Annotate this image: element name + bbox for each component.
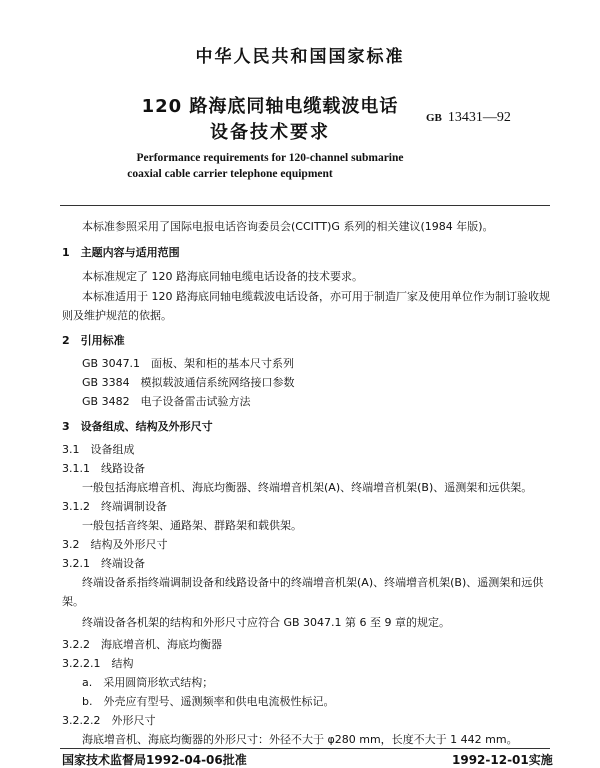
section-1-heading: 1 主题内容与适用范围 — [62, 246, 180, 259]
approval-line: 国家技术监督局1992-04-06批准 — [62, 753, 247, 767]
english-title-line2: coaxial cable carrier telephone equipment — [127, 168, 333, 180]
country-standard-header: 中华人民共和国国家标准 — [195, 47, 405, 67]
gb-number: 13431—92 — [447, 110, 511, 125]
english-title-line1: Performance requirements for 120-channel submarine — [136, 152, 404, 164]
subsection-3-1-1-text: 一般包括海底增音机、海底均衡器、终端增音机架(A)、终端增音机架(B)、遥测架和远供架。 — [82, 481, 533, 494]
subsection-3-2-1-text: 终端设备系指终端调制设备和线路设备中的终端增音机架(A)、终端增音机架(B)、遥测架和远供 — [82, 576, 544, 589]
reference-item: GB 3384 模拟载波通信系统网络接口参数 — [82, 376, 295, 389]
subsection-3-2-1-text-cont: 架。 — [62, 595, 84, 608]
standard-number — [426, 110, 511, 126]
bottom-divider — [60, 748, 550, 749]
implementation-date: 1992-12-01实施 — [452, 753, 553, 767]
subsection-3-2-1-text-2: 终端设备各机架的结构和外形尺寸应符合 GB 3047.1 第 6 至 9 章的规定。 — [82, 616, 451, 629]
subsection-3-2-2-2-text: 海底增音机、海底均衡器的外形尺寸：外径不大于 φ280 mm，长度不大于 1 442 mm。 — [82, 733, 518, 746]
subsection-3-1-2-heading: 3.1.2 终端调制设备 — [62, 500, 167, 513]
document-title-line1: 120 路海底同轴电缆载波电话 — [141, 96, 399, 117]
subsection-3-1-2-text: 一般包括音终架、通路架、群路架和载供架。 — [82, 519, 302, 532]
reference-item: GB 3047.1 面板、架和柜的基本尺寸系列 — [82, 357, 295, 370]
section-1-paragraph-2-cont: 则及维护规范的依据。 — [62, 309, 172, 322]
subsection-3-1-heading: 3.1 设备组成 — [62, 443, 135, 456]
reference-item: GB 3482 电子设备雷击试验方法 — [82, 395, 251, 408]
section-1-paragraph-2: 本标准适用于 120 路海底同轴电缆载波电话设备，亦可用于制造厂家及使用单位作为制订验收规 — [82, 290, 550, 303]
subsection-3-1-1-heading: 3.1.1 线路设备 — [62, 462, 145, 475]
section-2-heading: 2 引用标准 — [62, 334, 125, 347]
list-item-b: b. 外壳应有型号、遥测频率和供电电流极性标记。 — [82, 695, 335, 708]
intro-paragraph: 本标准参照采用了国际电报电话咨询委员会(CCITT)G 系列的相关建议(1984 年版)。 — [82, 220, 494, 233]
section-3-heading: 3 设备组成、结构及外形尺寸 — [62, 420, 213, 433]
subsection-3-2-2-heading: 3.2.2 海底增音机、海底均衡器 — [62, 638, 222, 651]
section-1-paragraph-1: 本标准规定了 120 路海底同轴电缆电话设备的技术要求。 — [82, 270, 363, 283]
top-divider — [60, 205, 550, 206]
subsection-3-2-1-heading: 3.2.1 终端设备 — [62, 557, 145, 570]
subsection-3-2-2-1-heading: 3.2.2.1 结构 — [62, 657, 134, 670]
subsection-3-2-heading: 3.2 结构及外形尺寸 — [62, 538, 168, 551]
subsection-3-2-2-2-heading: 3.2.2.2 外形尺寸 — [62, 714, 156, 727]
document-title-line2: 设备技术要求 — [210, 122, 330, 143]
list-item-a: a. 采用圆筒形软式结构； — [82, 676, 214, 689]
gb-prefix: GB — [426, 112, 442, 124]
